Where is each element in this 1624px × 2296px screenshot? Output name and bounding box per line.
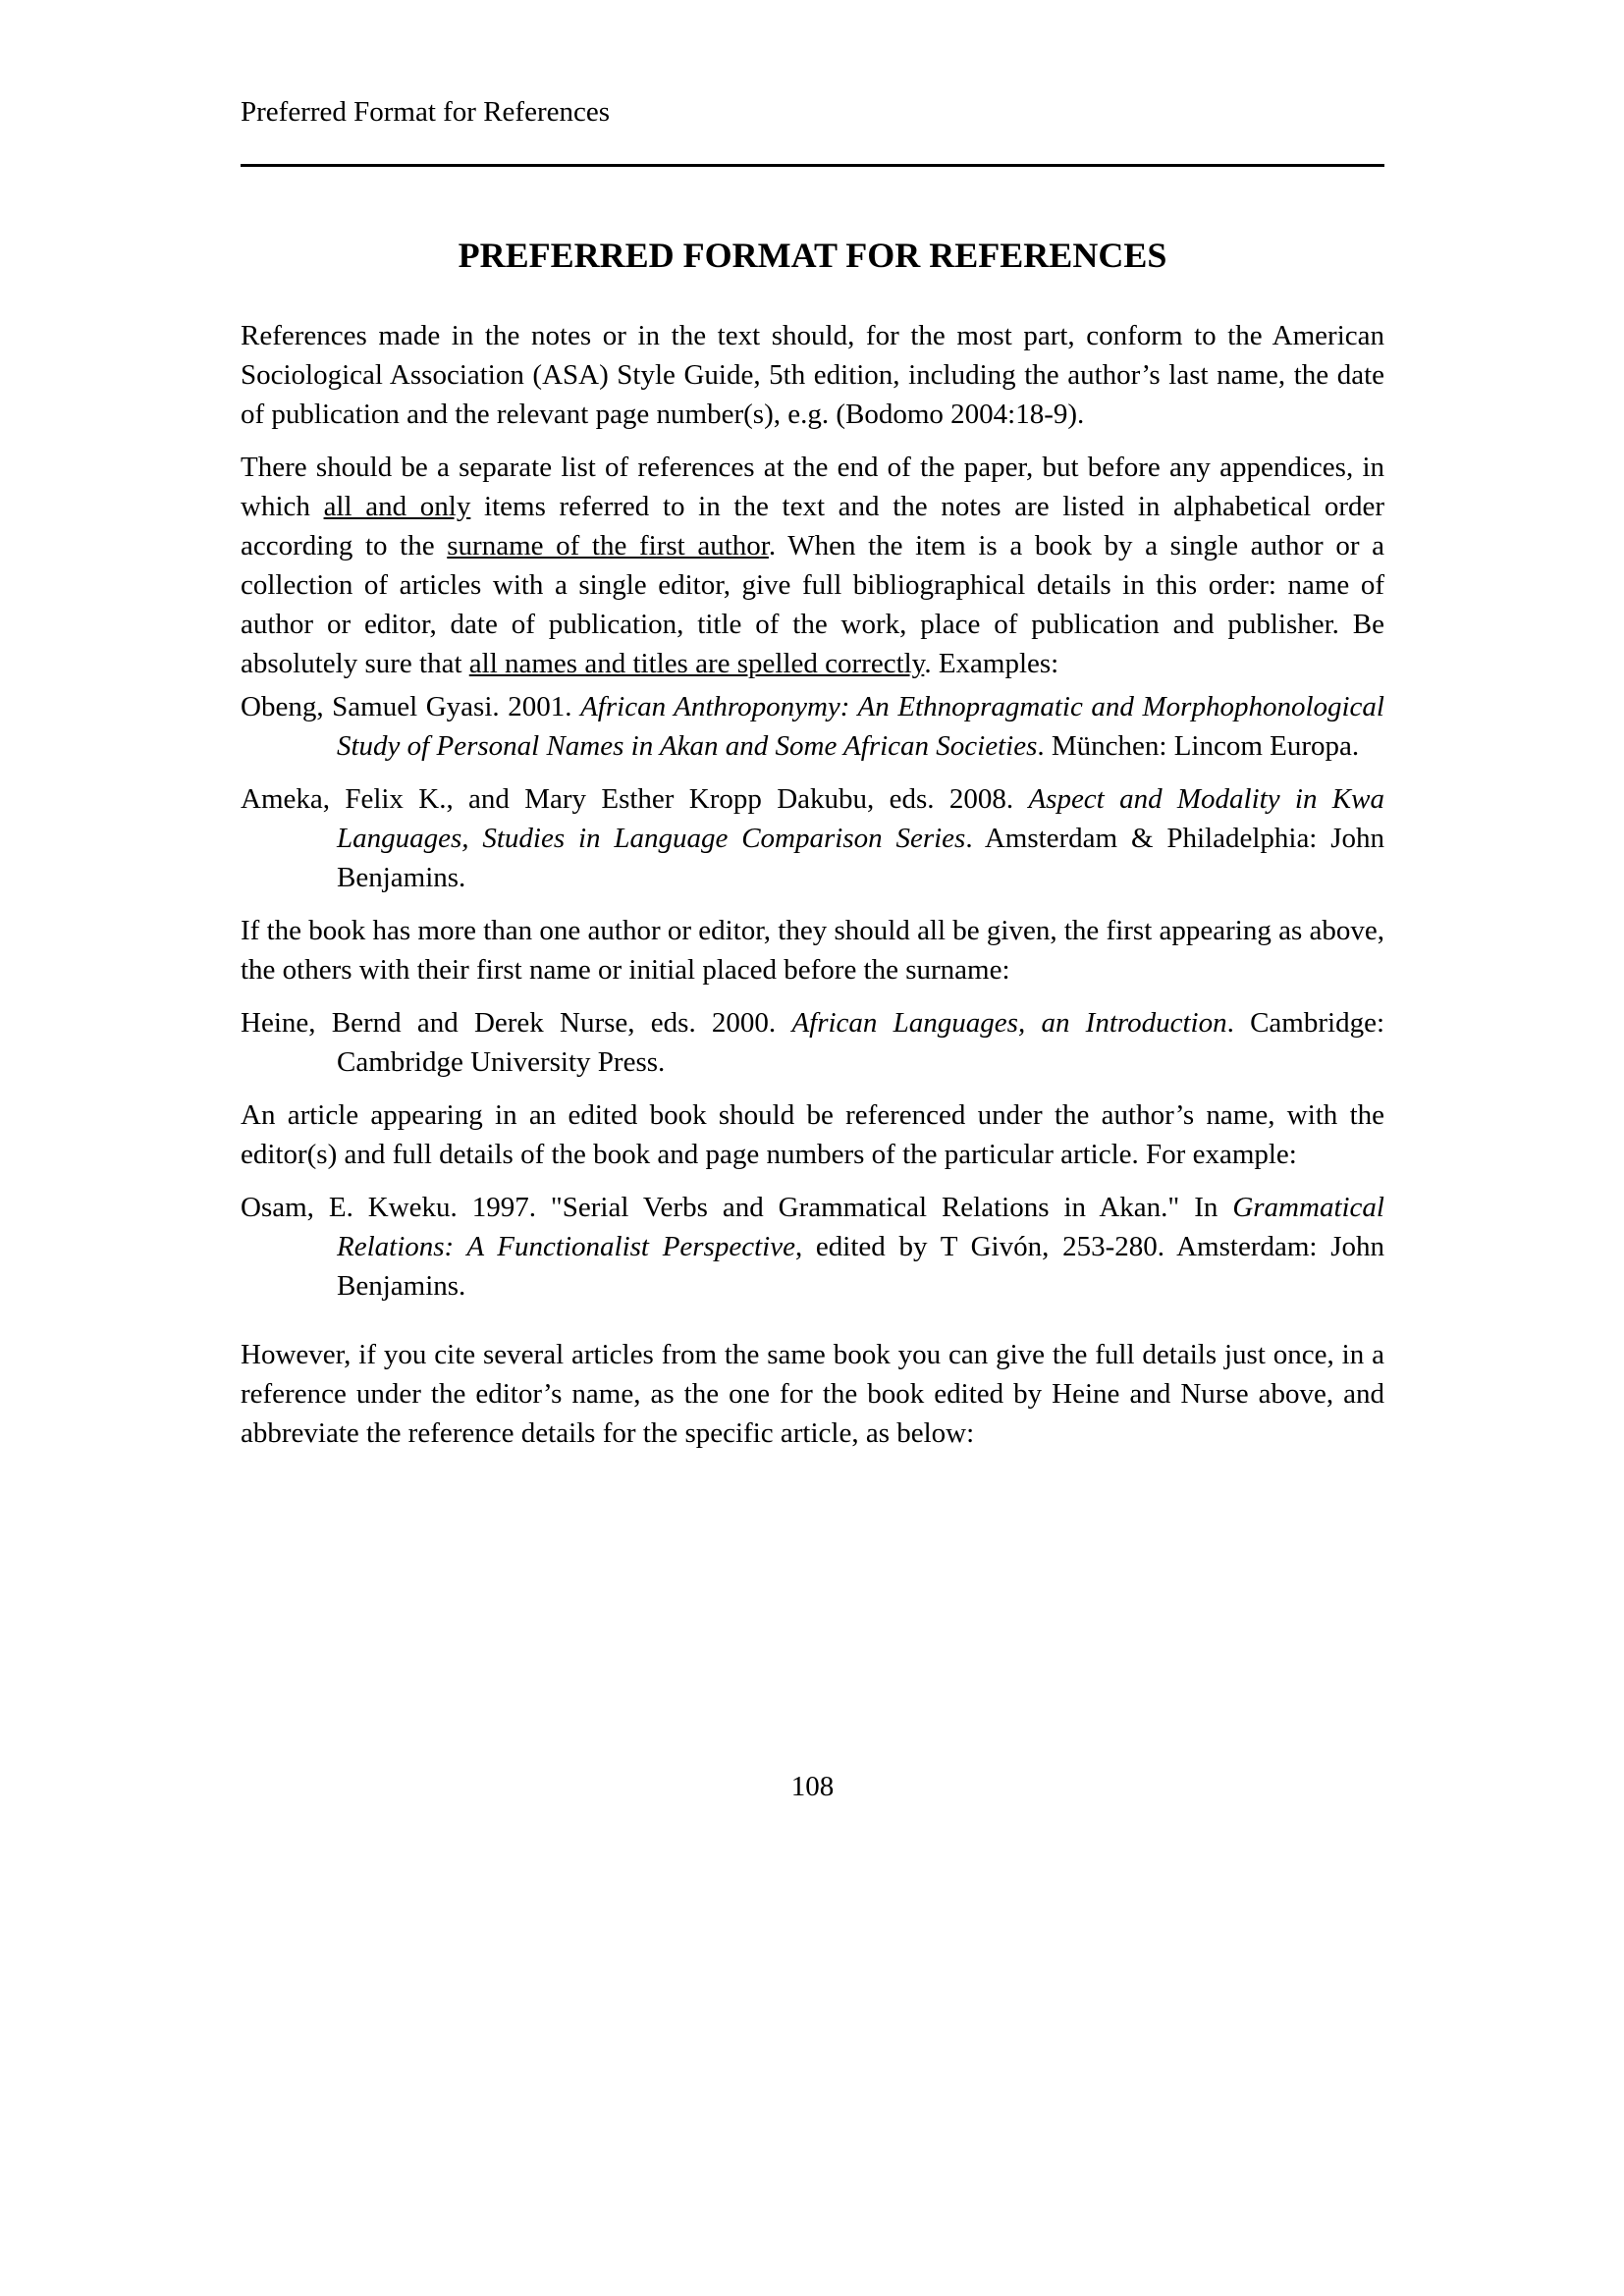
header-rule bbox=[241, 164, 1384, 167]
text-run: . Examples: bbox=[924, 648, 1059, 679]
reference-entry-heine bbox=[241, 1003, 1384, 1082]
text-run: . Amsterdam & Philadelphia: John Benjamins. bbox=[337, 823, 1384, 893]
text-run-underline: all names and titles are spelled correctly bbox=[468, 648, 925, 679]
text-run: There should be a separate list of references at the end of the paper, but before any appendices, in which bbox=[241, 452, 1384, 522]
text-run: Obeng, Samuel Gyasi. 2001. bbox=[241, 691, 581, 722]
reference-entry-osam bbox=[241, 1188, 1384, 1306]
text-run-italic: Grammatical Relations: A Functionalist Perspective bbox=[337, 1192, 1384, 1262]
page-number: 108 bbox=[790, 1771, 835, 1802]
several-articles-paragraph: However, if you cite several articles from the same book you can give the full details just once, in a reference under the editor’s name, as the one for the book edited by Heine and Nurse above, and abbreviate the reference details for the specific article, as below: bbox=[241, 1339, 1384, 1449]
text-run: Osam, E. Kweku. 1997. "Serial Verbs and Grammatical Relations in Akan." In bbox=[241, 1192, 1233, 1223]
reference-entry-ameka bbox=[241, 779, 1384, 897]
text-run: Ameka, Felix K., and Mary Esther Kropp Dakubu, eds. 2008. bbox=[241, 783, 1029, 815]
text-run-italic: African Anthroponymy: An Ethnopragmatic and Morphophonological Study of Personal Names in Akan and Some African Societies bbox=[337, 691, 1384, 762]
text-run-underline: surname of the first author bbox=[447, 530, 769, 561]
page-title: PREFERRED FORMAT FOR REFERENCES bbox=[458, 236, 1167, 275]
text-column bbox=[241, 0, 1384, 1467]
text-run-italic: Aspect and Modality in Kwa Languages, Studies in Language Comparison Series bbox=[337, 783, 1384, 854]
edited-article-paragraph: An article appearing in an edited book should be referenced under the author’s name, with the editor(s) and full details of the book and page numbers of the particular article. For example: bbox=[241, 1099, 1384, 1170]
text-run: . Cambridge: Cambridge University Press. bbox=[337, 1007, 1384, 1078]
text-run-underline: all and only bbox=[323, 491, 471, 522]
text-run: . München: Lincom Europa. bbox=[1037, 730, 1360, 762]
multi-author-paragraph: If the book has more than one author or editor, they should all be given, the first appearing as above, the others with their first name or initial placed before the surname: bbox=[241, 915, 1384, 986]
reference-rules-paragraph bbox=[241, 448, 1384, 683]
text-run: items referred to in the text and the notes are listed in alphabetical order according to the bbox=[241, 491, 1385, 561]
text-run: . When the item is a book by a single author or a collection of articles with a single editor, give full bibliographical details in this order: name of author or editor, date of publication, title of the work, place of publication and publisher. Be absolutely sure that bbox=[241, 530, 1384, 679]
text-run: Heine, Bernd and Derek Nurse, eds. 2000. bbox=[241, 1007, 792, 1039]
text-run-italic: African Languages, an Introduction bbox=[791, 1007, 1227, 1039]
intro-paragraph: References made in the notes or in the text should, for the most part, conform to the American Sociological Association (ASA) Style Guide, 5th edition, including the author’s last name, the date of publication and the relevant page number(s), e.g. (Bodomo 2004:18-9). bbox=[241, 320, 1384, 430]
text-run: , edited by T Givón, 253-280. Amsterdam: John Benjamins. bbox=[337, 1231, 1384, 1302]
reference-entry-obeng bbox=[241, 687, 1384, 766]
running-header: Preferred Format for References bbox=[241, 96, 611, 128]
